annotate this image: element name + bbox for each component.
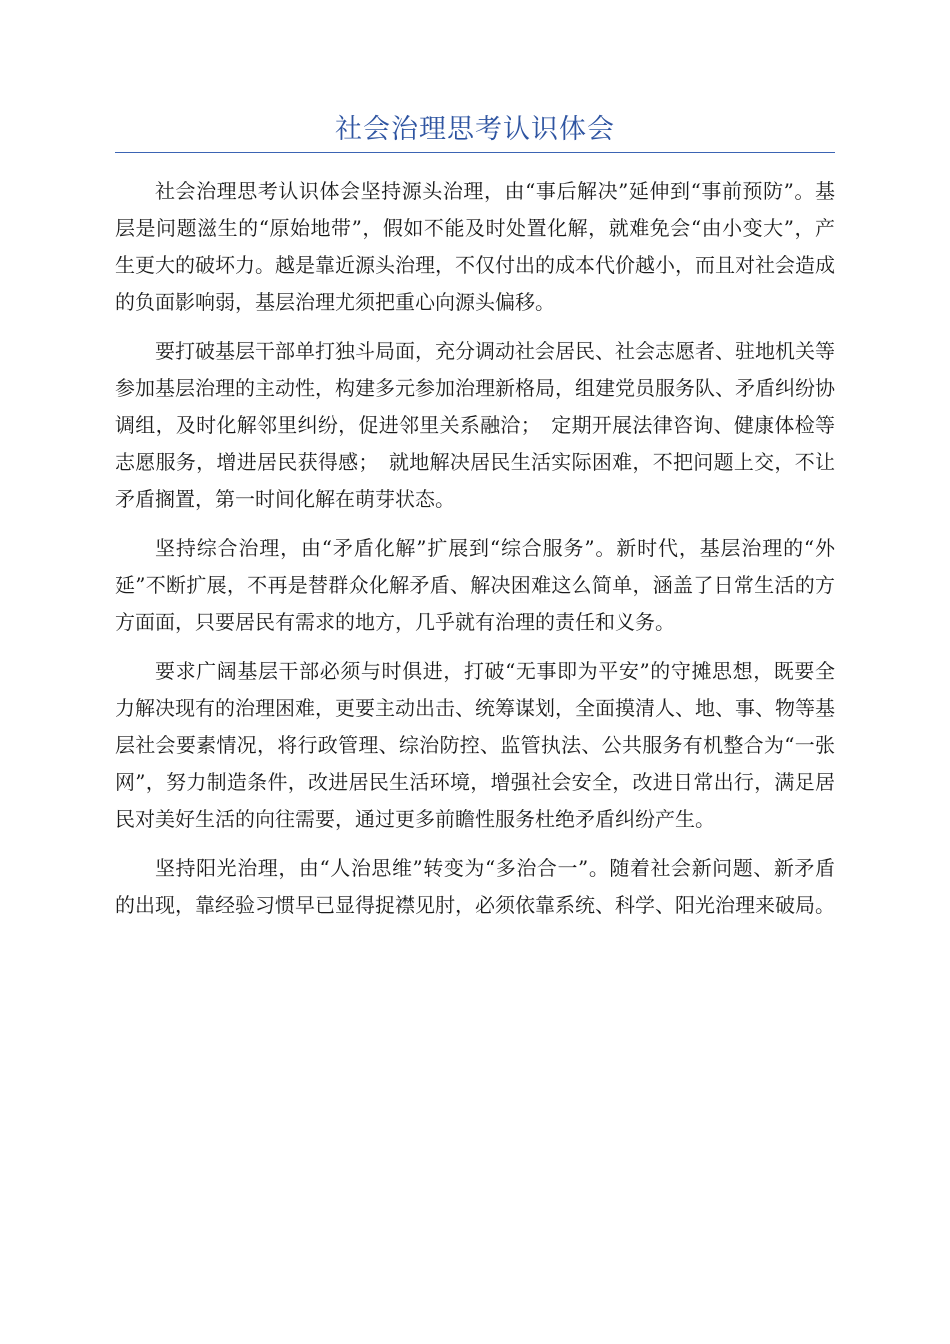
paragraph-5: 坚持阳光治理，由“人治思维”转变为“多治合一”。随着社会新问题、新矛盾的出现，靠经验习惯早已显得捉襟见肘，必须依靠系统、科学、阳光治理来破局。 [115, 856, 835, 917]
title-underline [115, 152, 835, 153]
paragraph-1: 社会治理思考认识体会坚持源头治理，由“事后解决”延伸到“事前预防”。基层是问题滋生的“原始地带”，假如不能及时处置化解，就难免会“由小变大”，产生更大的破坏力。越是靠近源头治理，不仅付出的成本代价越小，而且对社会造成的负面影响弱，基层治理尤须把重心向源头偏移。 [115, 179, 835, 314]
document-title: 社会治理思考认识体会 [335, 114, 615, 145]
paragraph-2: 要打破基层干部单打独斗局面，充分调动社会居民、社会志愿者、驻地机关等参加基层治理的主动性，构建多元参加治理新格局，组建党员服务队、矛盾纠纷协调组，及时化解邻里纠纷，促进邻里关系融洽； 定期开展法律咨询、健康体检等志愿服务，增进居民获得感； 就地解决居民生活实际困难，不把问题上交，不让矛盾搁置，第一时间化解在萌芽状态。 [115, 339, 835, 511]
paragraph-4: 要求广阔基层干部必须与时俱进，打破“无事即为平安”的守摊思想，既要全力解决现有的治理困难，更要主动出击、统筹谋划，全面摸清人、地、事、物等基层社会要素情况，将行政管理、综治防控、监管执法、公共服务有机整合为“一张网”，努力制造条件，改进居民生活环境，增强社会安全，改进日常出行，满足居民对美好生活的向往需要，通过更多前瞻性服务杜绝矛盾纠纷产生。 [115, 659, 835, 831]
document-page [115, 110, 835, 936]
paragraph-3: 坚持综合治理，由“矛盾化解”扩展到“综合服务”。新时代，基层治理的“外延”不断扩展，不再是替群众化解矛盾、解决困难这么简单，涵盖了日常生活的方方面面，只要居民有需求的地方，几乎就有治理的责任和义务。 [115, 536, 835, 634]
